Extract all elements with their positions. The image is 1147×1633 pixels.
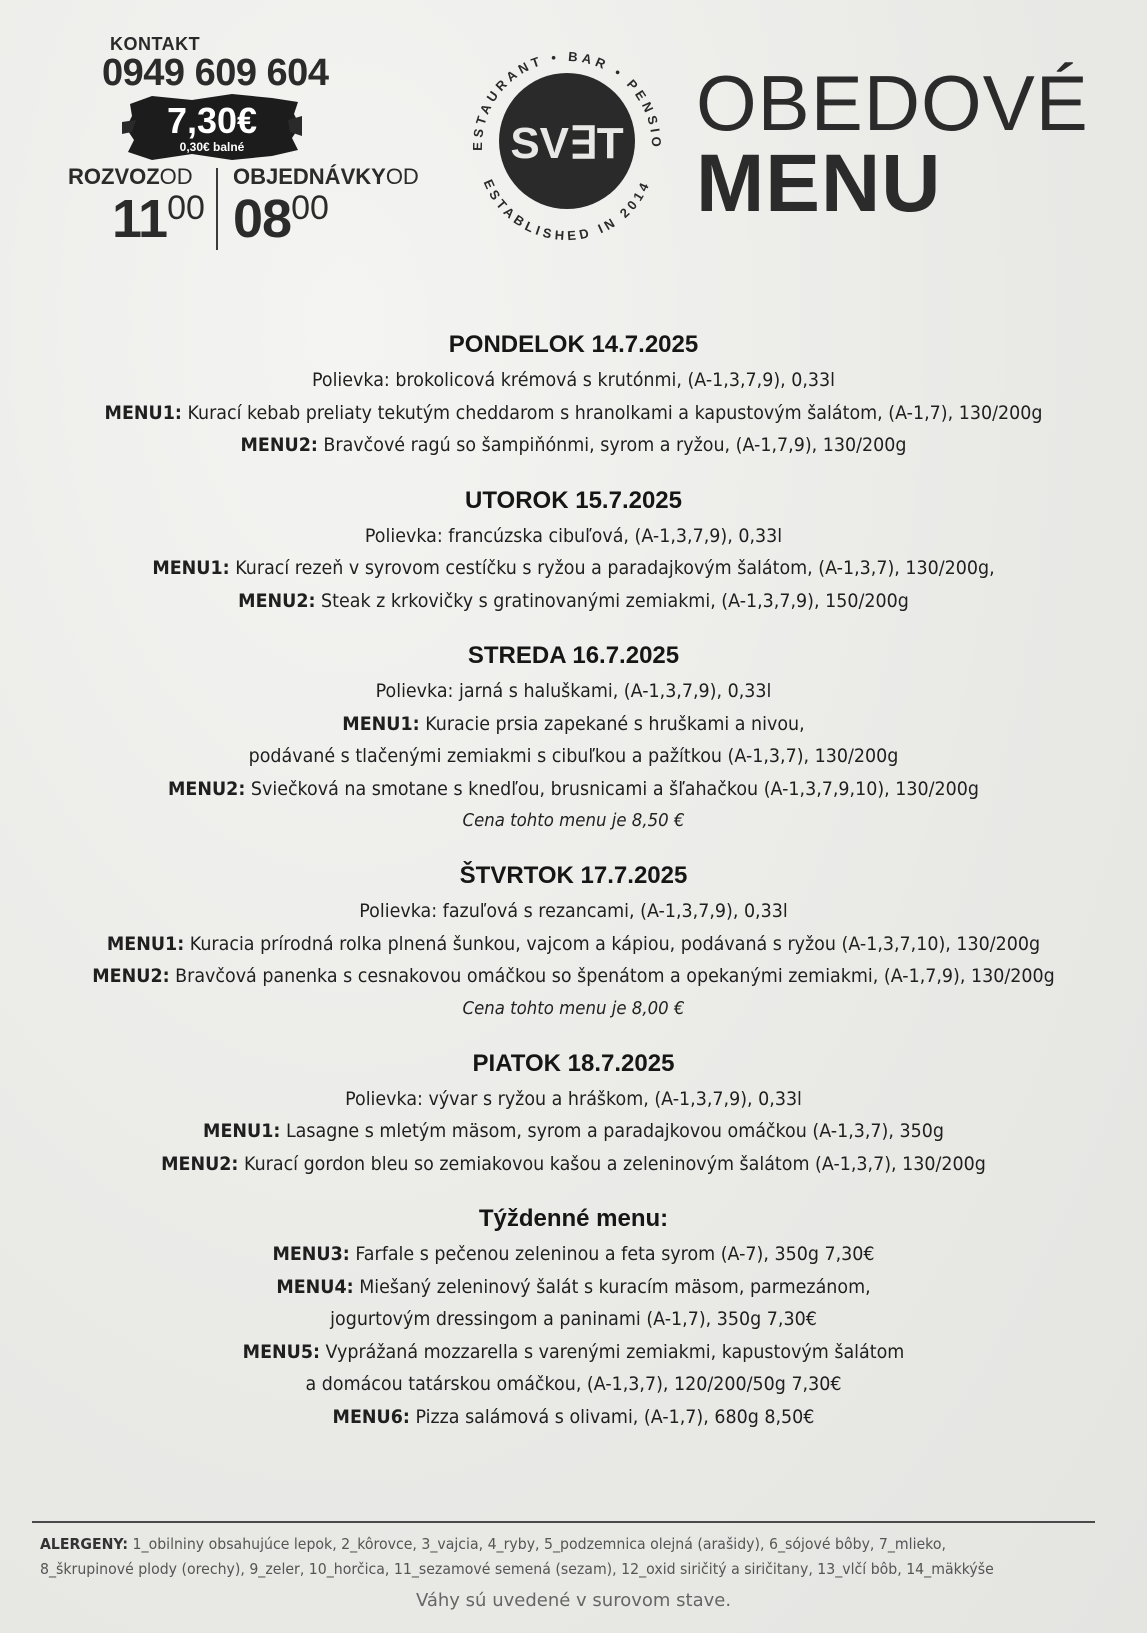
menu1-line: MENU1: Kurací kebab preliaty tekutým cheddarom s hranolkami a kapustovým šalátom, (A-1,7), 130/200g bbox=[104, 401, 1043, 424]
day-title: ŠTVRTOK 17.7.2025 bbox=[459, 862, 688, 889]
hours-divider bbox=[216, 168, 218, 250]
menu2-line: MENU2: Bravčové ragú so šampiňónmi, syrom a ryžou, (A-1,7,9), 130/200g bbox=[240, 434, 907, 456]
weekly-menu bbox=[40, 330, 1107, 1457]
menu4-continuation: jogurtovým dressingom a paninami (A-1,7), 350g 7,30€ bbox=[330, 1308, 817, 1330]
weights-note: Váhy sú uvedené v surovom stave. bbox=[415, 1590, 732, 1611]
svg-text:RESTAURANT • BAR • PENSION: ESTAURANT • BAR • PENSIO bbox=[469, 48, 665, 151]
day-title: STREDA 16.7.2025 bbox=[467, 642, 680, 669]
menu6-line: MENU6: Pizza salámová s olivami, (A-1,7), 680g 8,50€ bbox=[332, 1405, 815, 1428]
packaging-fee: 0,30€ balné bbox=[179, 140, 245, 154]
soup-line: Polievka: francúzska cibuľová, (A-1,3,7,9), 0,33l bbox=[364, 524, 783, 547]
day-title: PONDELOK 14.7.2025 bbox=[448, 331, 699, 358]
day-title: UTOROK 15.7.2025 bbox=[465, 486, 682, 514]
delivery-time: $11^{00}$ bbox=[112, 189, 205, 249]
title-line-obedove: OBEDOVÉ bbox=[696, 59, 1089, 147]
menu2-line: MENU2: Sviečková na smotane s knedľou, brusnicami a šľahačkou (A-1,3,7,9,10), 130/200g bbox=[168, 777, 979, 800]
menu5-line: MENU5: Vyprážaná mozzarella s varenými zemiakmi, kapustovým šalátom bbox=[242, 1340, 905, 1363]
soup-line: Polievka: jarná s haluškami, (A-1,3,7,9), 0,33l bbox=[375, 680, 772, 702]
menu4-line: MENU4: Miešaný zeleninový šalát s kuracím mäsom, parmezánom, bbox=[276, 1275, 871, 1298]
contact-label: KONTAKT bbox=[110, 34, 201, 54]
svg-text:ESTABLISHED IN 2014: ESTABLISHED IN 2014 bbox=[480, 177, 654, 244]
menu1-line: MENU1: Kurací rezeň v syrovom cestíčku s ryžou a paradajkovým šalátom, (A-1,3,7), 130/200g, bbox=[152, 557, 995, 579]
soup-line: Polievka: vývar s ryžou a hráškom, (A-1,3,7,9), 0,33l bbox=[345, 1087, 802, 1110]
lunch-price: 7,30€ bbox=[166, 100, 258, 141]
price-note: Cena tohto menu je 8,50 € bbox=[462, 810, 685, 831]
menu1-line: MENU1: Kuracia prírodná rolka plnená šunkou, vajcom a kápiou, podávaná s ryžou (A-1,3,7,10), 130/200g bbox=[106, 932, 1041, 955]
soup-line: Polievka: brokolicová krémová s krutónmi, (A-1,3,7,9), 0,33l bbox=[311, 369, 836, 391]
menu2-line: MENU2: Steak z krkovičky s gratinovanými zemiakmi, (A-1,3,7,9), 150/200g bbox=[238, 589, 909, 612]
day-title: PIATOK 18.7.2025 bbox=[472, 1049, 675, 1077]
orders-time: $08^{00}$ bbox=[233, 189, 329, 249]
menu3-line: MENU3: Farfale s pečenou zeleninou a feta syrom (A-7), 350g 7,30€ bbox=[272, 1243, 875, 1265]
allergens-line-2: 8_škrupinové plody (orechy), 9_zeler, 10_horčica, 11_sezamové semená (sezam), 12_oxid siričitý a siričitany, 13_vlčí bôb, 14_mäkkýše bbox=[40, 1560, 994, 1578]
allergens-legend bbox=[40, 1532, 1011, 1582]
title-line-menu: MENU bbox=[696, 138, 942, 229]
weekly-specials bbox=[40, 1204, 1107, 1433]
day-thursday bbox=[40, 861, 1107, 1025]
day-friday bbox=[40, 1049, 1107, 1181]
soup-line: Polievka: fazuľová s rezancami, (A-1,3,7,9), 0,33l bbox=[359, 900, 788, 922]
menu5-continuation: a domácou tatárskou omáčkou, (A-1,3,7), 120/200/50g 7,30€ bbox=[305, 1373, 842, 1395]
phone-number[interactable]: 0949 609 604 bbox=[102, 52, 329, 94]
menu2-line: MENU2: Bravčová panenka s cesnakovou omáčkou so špenátom a opekanými zemiakmi, (A-1,7,9), 130/200g bbox=[92, 965, 1055, 987]
weekly-title: Týždenné menu: bbox=[478, 1205, 669, 1232]
svet-logo bbox=[452, 26, 682, 256]
day-monday bbox=[40, 330, 1107, 462]
menu1-continuation: podávané s tlačenými zemiakmi s cibuľkou a pažítkou (A-1,3,7), 130/200g bbox=[248, 745, 899, 767]
price-note: Cena tohto menu je 8,00 € bbox=[462, 997, 685, 1019]
day-tuesday bbox=[40, 486, 1107, 618]
delivery-label: ROZVOZOD bbox=[68, 164, 193, 189]
footer-divider bbox=[32, 1521, 1095, 1523]
menu1-line: MENU1: Lasagne s mletým mäsom, syrom a paradajkovou omáčkou (A-1,3,7), 350g bbox=[203, 1120, 944, 1142]
day-wednesday bbox=[40, 641, 1107, 837]
menu2-line: MENU2: Kurací gordon bleu so zemiakovou kašou a zeleninovým šalátom (A-1,3,7), 130/200g bbox=[161, 1152, 986, 1175]
logo-wordmark: SV∃T bbox=[510, 119, 624, 168]
orders-label: OBJEDNÁVKYOD bbox=[233, 164, 419, 189]
allergens-line-1: ALERGENY: 1_obilniny obsahujúce lepok, 2_kôrovce, 3_vajcia, 4_ryby, 5_podzemnica olejná (arašidy), 6_sójové bôby, 7_mlieko, bbox=[40, 1535, 946, 1553]
page-title bbox=[696, 59, 1089, 229]
menu1-line: MENU1: Kuracie prsia zapekané s hruškami a nivou, bbox=[342, 712, 805, 735]
